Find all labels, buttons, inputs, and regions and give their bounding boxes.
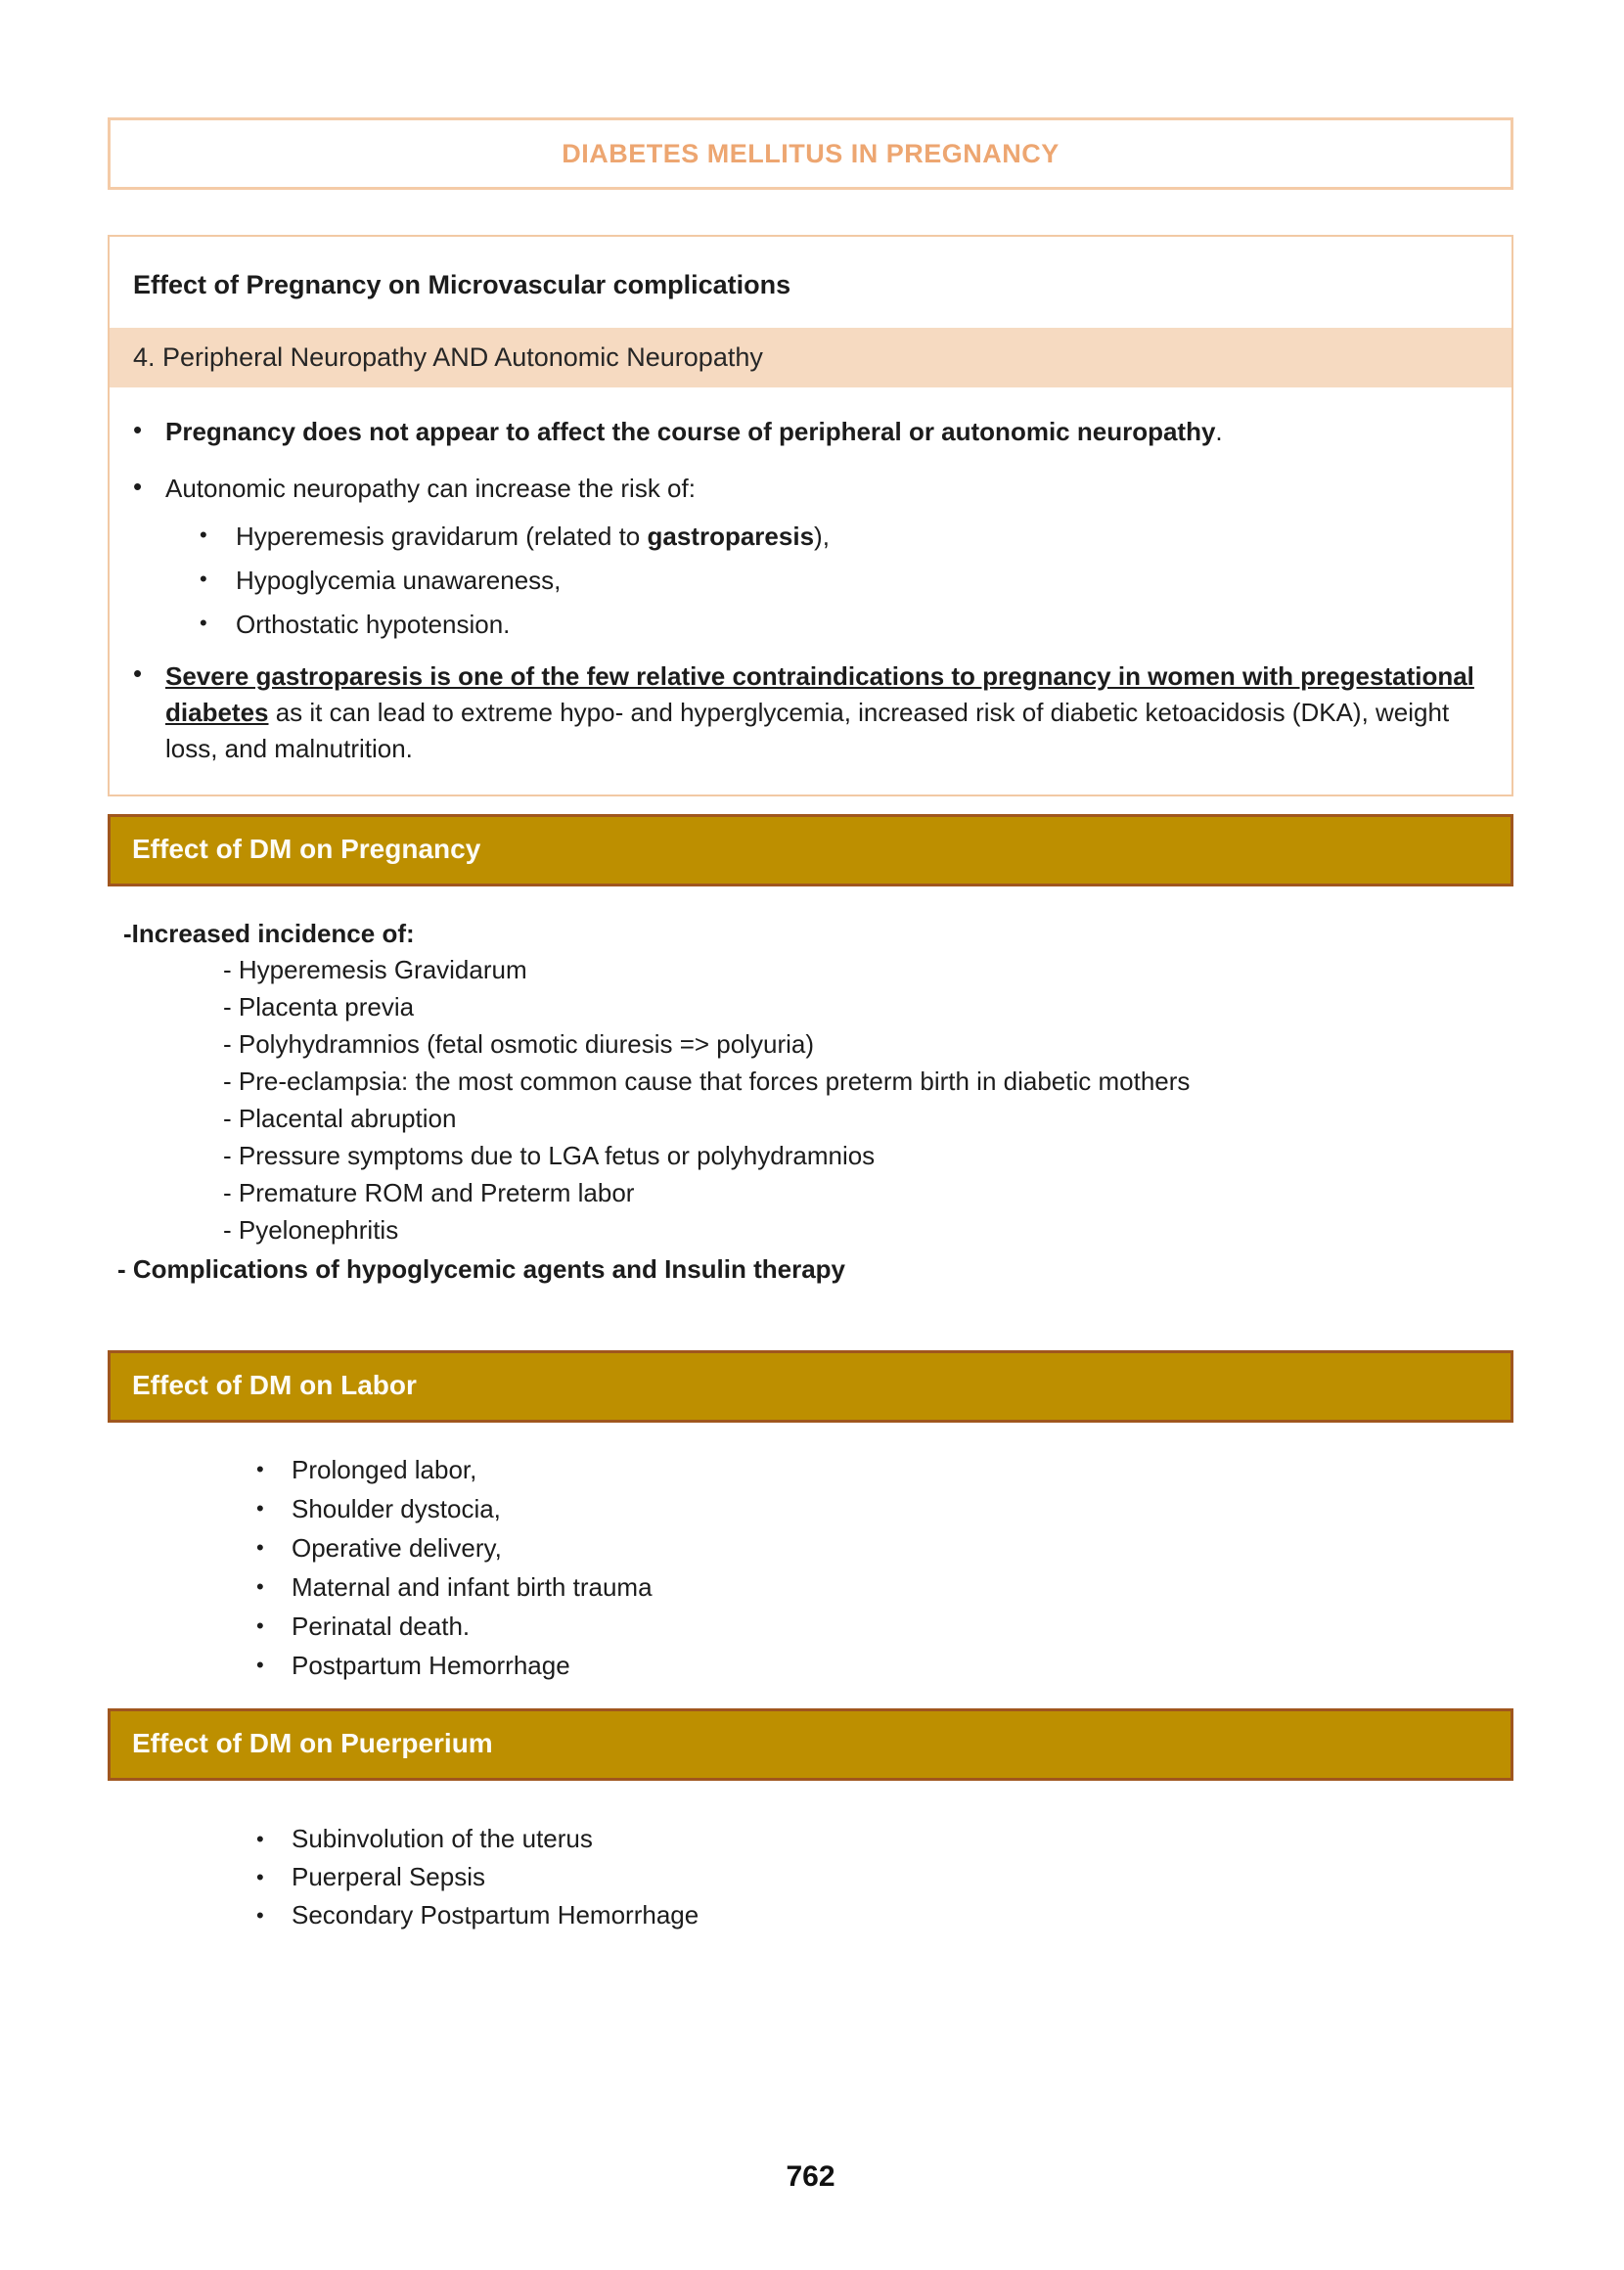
bullet-text bbox=[165, 415, 1488, 448]
bullet-icon: • bbox=[256, 1574, 264, 1599]
bullet-text: Postpartum Hemorrhage bbox=[292, 1651, 570, 1680]
bullet-icon: • bbox=[256, 1535, 264, 1560]
bold-text: gastroparesis bbox=[647, 522, 815, 551]
bullet-text: Autonomic neuropathy can increase the risk of: bbox=[165, 474, 696, 503]
bullet-text: Subinvolution of the uterus bbox=[292, 1824, 593, 1853]
list-item bbox=[256, 1450, 1513, 1489]
bullet-text: Orthostatic hypotension. bbox=[236, 610, 511, 639]
list-item: - Premature ROM and Preterm labor bbox=[223, 1178, 635, 1207]
bullet-icon: • bbox=[133, 658, 143, 688]
list-item bbox=[133, 658, 1488, 767]
bullet-text bbox=[236, 521, 1488, 553]
dm-pregnancy-header-bar bbox=[108, 814, 1513, 886]
list-item bbox=[200, 565, 1488, 597]
bullet-text: Maternal and infant birth trauma bbox=[292, 1572, 653, 1602]
list-item: - Placental abruption bbox=[223, 1104, 457, 1133]
plain-text: ), bbox=[814, 522, 830, 551]
list-item bbox=[133, 415, 1488, 448]
content-column bbox=[108, 0, 1513, 1934]
section-content bbox=[110, 387, 1511, 794]
bullet-text: Hypoglycemia unawareness, bbox=[236, 566, 562, 595]
bullet-icon: • bbox=[256, 1457, 264, 1481]
list-item bbox=[256, 1489, 1513, 1528]
bullet-icon: • bbox=[256, 1653, 264, 1677]
page-title-box bbox=[108, 117, 1513, 190]
list-item bbox=[256, 1607, 1513, 1646]
list-item: - Hyperemesis Gravidarum bbox=[223, 955, 527, 984]
list-item bbox=[256, 1528, 1513, 1567]
bullet-icon: • bbox=[200, 567, 207, 591]
list-item bbox=[256, 1567, 1513, 1607]
plain-text: . bbox=[1215, 417, 1223, 446]
bullet-icon: • bbox=[200, 522, 207, 547]
increased-incidence-intro: -Increased incidence of: bbox=[123, 919, 415, 948]
list-item: - Polyhydramnios (fetal osmotic diuresis => polyuria) bbox=[223, 1029, 815, 1059]
bullet-icon: • bbox=[256, 1496, 264, 1521]
list-item bbox=[256, 1820, 1513, 1858]
bullet-text: Puerperal Sepsis bbox=[292, 1862, 485, 1891]
list-item bbox=[200, 609, 1488, 641]
page-number: 762 bbox=[786, 2160, 835, 2193]
bar-title: Effect of DM on Pregnancy bbox=[132, 834, 481, 864]
bullet-icon: • bbox=[256, 1827, 264, 1851]
bullet-icon: • bbox=[256, 1903, 264, 1928]
bullet-text: Operative delivery, bbox=[292, 1533, 502, 1563]
page-title: DIABETES MELLITUS IN PREGNANCY bbox=[562, 138, 1060, 168]
list-item bbox=[256, 1896, 1513, 1934]
bullet-text: Shoulder dystocia, bbox=[292, 1494, 501, 1523]
bullet-icon: • bbox=[256, 1865, 264, 1889]
list-item: - Placenta previa bbox=[223, 992, 415, 1022]
list-item bbox=[256, 1858, 1513, 1896]
list-item: - Pre-eclampsia: the most common cause that forces preterm birth in diabetic mothers bbox=[223, 1067, 1191, 1096]
increased-incidence-list bbox=[223, 951, 1513, 1248]
bullet-icon: • bbox=[200, 611, 207, 635]
microvascular-section bbox=[108, 235, 1513, 796]
bold-underlined-text: Severe gastroparesis is one of the few relative contraindications to pregnancy in women with pregestational diabetes bbox=[165, 661, 1474, 727]
list-item bbox=[133, 472, 1488, 505]
bullet-icon: • bbox=[133, 415, 143, 444]
list-item bbox=[256, 1646, 1513, 1685]
subsection-band: 4. Peripheral Neuropathy AND Autonomic Neuropathy bbox=[110, 328, 1511, 387]
plain-text: Hyperemesis gravidarum (related to bbox=[236, 522, 648, 551]
dm-puerperium-header-bar bbox=[108, 1708, 1513, 1781]
complications-line: - Complications of hypoglycemic agents and Insulin therapy bbox=[117, 1254, 846, 1284]
bar-title: Effect of DM on Labor bbox=[132, 1370, 417, 1400]
list-item: - Pressure symptoms due to LGA fetus or polyhydramnios bbox=[223, 1141, 876, 1170]
section-header: Effect of Pregnancy on Microvascular complications bbox=[133, 270, 791, 299]
sub-bullet-list bbox=[200, 521, 1488, 641]
puerperium-effects-list bbox=[256, 1820, 1513, 1934]
bullet-text: Secondary Postpartum Hemorrhage bbox=[292, 1900, 699, 1930]
bullet-text: Prolonged labor, bbox=[292, 1455, 477, 1484]
bullet-text: Perinatal death. bbox=[292, 1612, 471, 1641]
bullet-text bbox=[165, 658, 1488, 767]
plain-text: as it can lead to extreme hypo- and hyperglycemia, increased risk of diabetic ketoacidosis (DKA), weight loss, and malnutrition. bbox=[165, 698, 1450, 763]
list-item bbox=[200, 521, 1488, 553]
bullet-icon: • bbox=[256, 1613, 264, 1638]
labor-effects-list bbox=[256, 1450, 1513, 1685]
bullet-icon: • bbox=[133, 472, 143, 501]
dm-labor-header-bar bbox=[108, 1350, 1513, 1423]
bar-title: Effect of DM on Puerperium bbox=[132, 1728, 493, 1758]
bold-text: Pregnancy does not appear to affect the course of peripheral or autonomic neuropathy bbox=[165, 417, 1216, 446]
list-item: - Pyelonephritis bbox=[223, 1215, 399, 1245]
